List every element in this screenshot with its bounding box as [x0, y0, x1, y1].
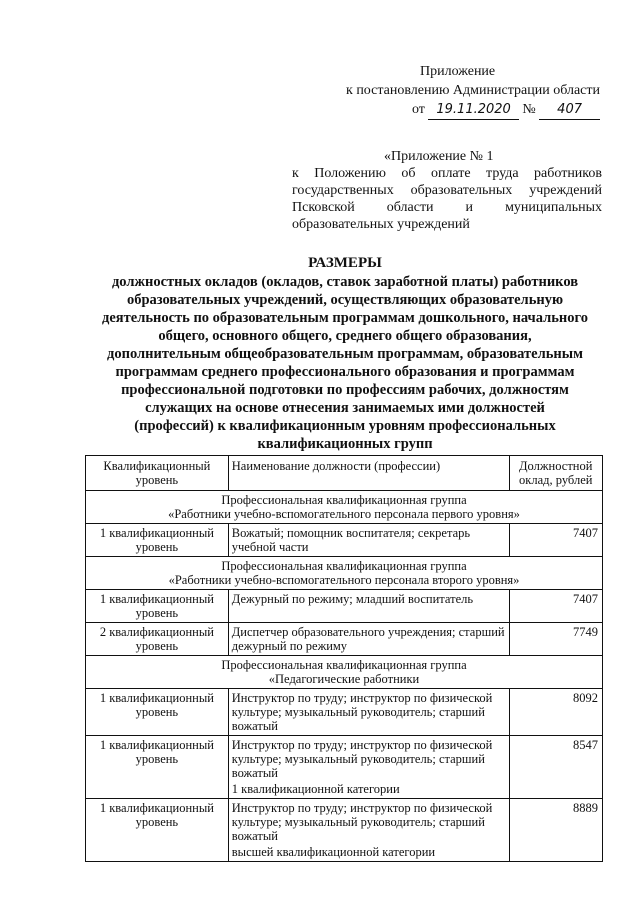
date-value: 19.11.2020 [428, 100, 518, 120]
cell-position: Инструктор по труду; инструктор по физической культуре; музыкальный руководитель; старший вожатый [231, 738, 493, 780]
title-line: образовательных учреждений, осуществляющих образовательную [126, 292, 564, 308]
group-line2: «Работники учебно-вспомогательного персонала первого уровня» [168, 507, 520, 521]
cell-salary: 7407 [510, 590, 603, 623]
group-line1: Профессиональная квалификационная группа [221, 493, 467, 507]
group-header-row [86, 491, 603, 524]
appendix1-line: Псковской области и муниципальных [292, 200, 602, 215]
appendix-label: Приложение [420, 64, 496, 79]
title-line: программам среднего профессионального образования и программам [115, 364, 575, 380]
group-line2: «Педагогические работники [268, 672, 420, 686]
title-line: дополнительным общеобразовательным программам, образовательным [107, 346, 583, 362]
group-header [86, 656, 603, 689]
salary-table [85, 455, 603, 862]
cell-position-wrap [228, 736, 510, 799]
group-line2: «Работники учебно-вспомогательного персонала второго уровня» [168, 573, 520, 587]
title-line: профессиональной подготовки по профессиям рабочих, должностям [121, 382, 569, 398]
cell-salary: 8547 [510, 736, 603, 799]
cell-category: высшей квалификационной категории [231, 845, 436, 859]
appendix1-line: к Положению об оплате труда работников [292, 166, 602, 181]
cell-position: Диспетчер образовательного учреждения; старший дежурный по режиму [228, 623, 510, 656]
appendix-header [300, 62, 600, 120]
group-header-row [86, 656, 603, 689]
cell-level: 1 квалификационный уровень [86, 590, 229, 623]
cell-level: 1 квалификационный уровень [86, 689, 229, 736]
date-number-line [300, 100, 600, 120]
cell-position: Инструктор по труду; инструктор по физической культуре; музыкальный руководитель; старший вожатый [228, 689, 510, 736]
table-row [86, 524, 603, 557]
group-header [86, 557, 603, 590]
group-header [86, 491, 603, 524]
cell-level: 1 квалификационный уровень [86, 799, 229, 862]
cell-position-wrap [228, 799, 510, 862]
table-header-row [86, 456, 603, 491]
cell-salary: 7407 [510, 524, 603, 557]
title-line: служащих на основе отнесения занимаемых ими должностей [145, 400, 545, 416]
appendix1-title: «Приложение № 1 [384, 149, 494, 164]
title-line: деятельность по образовательным программам дошкольного, начального [102, 310, 588, 326]
title-main: РАЗМЕРЫ [308, 255, 382, 271]
document-title [70, 254, 620, 453]
date-prefix: от [411, 102, 425, 117]
cell-level: 2 квалификационный уровень [86, 623, 229, 656]
table-row [86, 689, 603, 736]
table-row [86, 623, 603, 656]
group-line1: Профессиональная квалификационная группа [221, 559, 467, 573]
cell-position: Дежурный по режиму; младший воспитатель [228, 590, 510, 623]
table-row [86, 799, 603, 862]
title-line: должностных окладов (окладов, ставок заработной платы) работников [111, 274, 579, 290]
appendix1-block [292, 148, 602, 233]
cell-salary: 8889 [510, 799, 603, 862]
number-prefix: № [522, 102, 536, 117]
cell-salary: 8092 [510, 689, 603, 736]
header-salary: Должностной оклад, рублей [510, 456, 603, 491]
title-line: общего, основного общего, среднего общего образования, [158, 328, 532, 344]
number-value: 407 [539, 100, 600, 120]
cell-salary: 7749 [510, 623, 603, 656]
cell-level: 1 квалификационный уровень [86, 736, 229, 799]
cell-level: 1 квалификационный уровень [86, 524, 229, 557]
cell-position: Вожатый; помощник воспитателя; секретарь учебной части [228, 524, 510, 557]
table-row [86, 736, 603, 799]
cell-position: Инструктор по труду; инструктор по физической культуре; музыкальный руководитель; старший вожатый [231, 801, 493, 843]
appendix1-line: образовательных учреждений [292, 217, 470, 232]
header-position: Наименование должности (профессии) [228, 456, 510, 491]
table-row [86, 590, 603, 623]
title-line: квалификационных групп [257, 436, 433, 452]
resolution-reference: к постановлению Администрации области [346, 83, 600, 98]
group-header-row [86, 557, 603, 590]
header-level: Квалификационный уровень [86, 456, 229, 491]
group-line1: Профессиональная квалификационная группа [221, 658, 467, 672]
appendix1-line: государственных образовательных учреждений [292, 183, 602, 198]
cell-category: 1 квалификационной категории [231, 782, 400, 796]
title-line: (профессий) к квалификационным уровням профессиональных [134, 418, 556, 434]
